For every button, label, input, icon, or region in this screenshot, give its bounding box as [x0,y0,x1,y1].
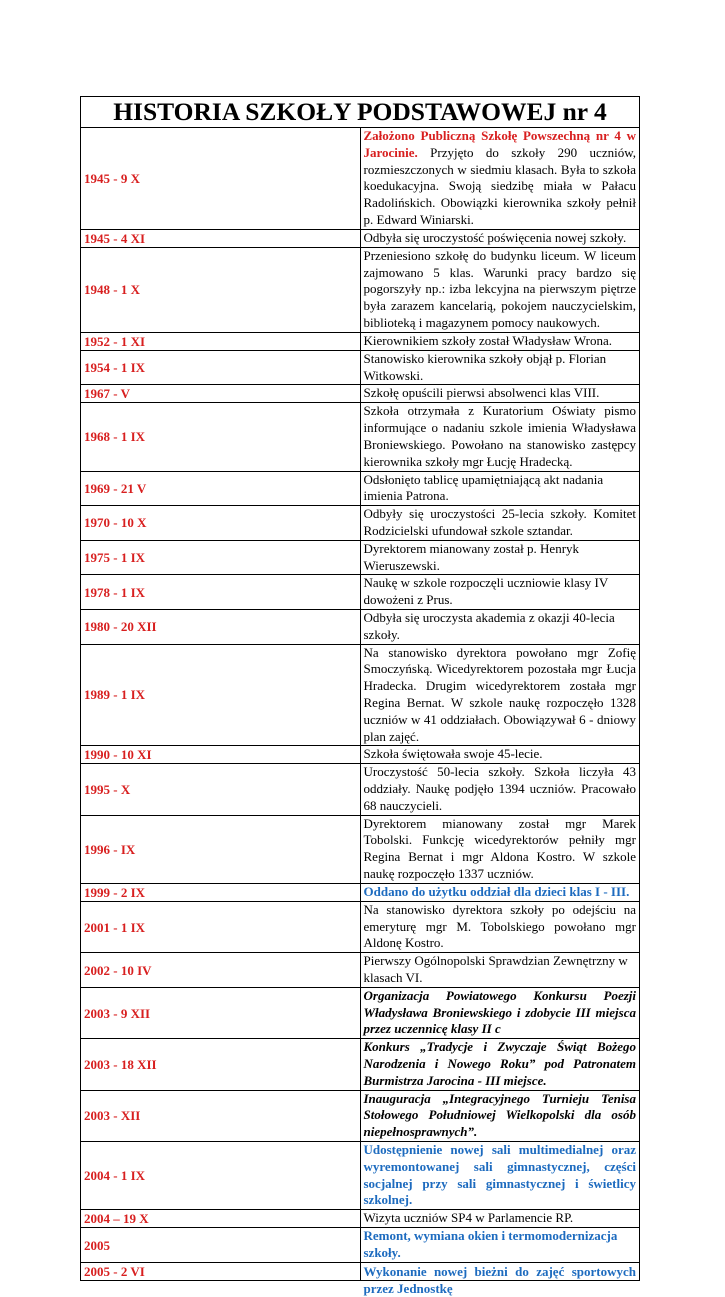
event-date: 1978 - 1 IX [81,575,361,610]
history-document [80,96,640,1296]
table-row [81,901,640,952]
event-date: 2005 [81,1228,361,1263]
event-description: Udostępnienie nowej sali multimedialnej oraz wyremontowanej sali gimnastycznej, części socjalnej przy sali gimnastycznej i świetlicy szkolnej. [360,1142,640,1210]
table-row [81,247,640,332]
table-row [81,1210,640,1228]
event-date: 2003 - XII [81,1090,361,1141]
event-date: 1970 - 10 X [81,506,361,541]
event-description: Na stanowisko dyrektora szkoły po odejściu na emeryturę mgr M. Tobolskiego powołano mgr Aldonę Kostro. [360,901,640,952]
event-text: Przyjęto do szkoły 290 uczniów, rozmieszczonych w siedmiu klasach. Była to szkoła koedukacyjna. Swoją siedzibę miała w Pałacu Radolińskich. Obowiązki kierownika szkoły pełnił p. Edward Winiarski. [363,144,636,227]
event-date: 1990 - 10 XI [81,746,361,764]
page-title: HISTORIA SZKOŁY PODSTAWOWEJ nr 4 [81,97,640,128]
event-description: Szkoła świętowała swoje 45-lecie. [360,746,640,764]
event-date: 1995 - X [81,764,361,815]
event-date: 1952 - 1 XI [81,332,361,350]
table-row [81,1090,640,1141]
event-date: 1989 - 1 IX [81,644,361,746]
event-description: Organizacja Powiatowego Konkursu Poezji Władysława Broniewskiego i zdobycie III miejsca przez uczennicę klasy II c [360,987,640,1038]
table-row [81,471,640,506]
event-description: Dyrektorem mianowany został p. Henryk Wieruszewski. [360,540,640,575]
history-table [80,96,640,1296]
table-row [81,229,640,247]
table-row [81,764,640,815]
table-row [81,332,640,350]
table-row [81,575,640,610]
event-description: Pierwszy Ogólnopolski Sprawdzian Zewnętrzny w klasach VI. [360,953,640,988]
table-row [81,1228,640,1263]
event-lead-text: Założono Publiczną Szkołę Powszechną nr 4 w Jarocinie. [363,128,636,160]
event-date: 1945 - 9 X [81,128,361,230]
table-row [81,540,640,575]
event-description [360,1262,640,1296]
table-row [81,644,640,746]
title-row [81,97,640,128]
event-date: 2005 - 2 VI [81,1262,361,1280]
table-row [81,883,640,901]
event-date: 1999 - 2 IX [81,883,361,901]
table-row [81,953,640,988]
table-row [81,385,640,403]
table-row [81,506,640,541]
table-row [81,403,640,471]
event-date: 1996 - IX [81,815,361,883]
event-description: Uroczystość 50-lecia szkoły. Szkoła liczyła 43 oddziały. Naukę podjęło 1394 uczniów. Pracowało 68 nauczycieli. [360,764,640,815]
table-row [81,128,640,230]
table-row [81,350,640,385]
event-description: Konkurs „Tradycje i Zwyczaje Świąt Bożego Narodzenia i Nowego Roku” pod Patronatem Burmistrza Jarocina - III miejsce. [360,1039,640,1090]
event-description: Naukę w szkole rozpoczęli uczniowie klasy IV dowożeni z Prus. [360,575,640,610]
event-description: Odbyła się uroczystość poświęcenia nowej szkoły. [360,229,640,247]
event-date: 2004 – 19 X [81,1210,361,1228]
table-row [81,1262,640,1280]
event-date: 1967 - V [81,385,361,403]
table-row [81,609,640,644]
event-description: Przeniesiono szkołę do budynku liceum. W liceum zajmowano 5 klas. Warunki pracy bardzo się pogorszyły np.: izba lekcyjna na pierwszym piętrze była zarazem kancelarią, pokojem nauczycielskim, biblioteką i magazynem pomocy naukowych. [360,247,640,332]
table-row [81,746,640,764]
event-description: Odsłonięto tablicę upamiętniającą akt nadania imienia Patrona. [360,471,640,506]
event-date: 2002 - 10 IV [81,953,361,988]
event-date: 2001 - 1 IX [81,901,361,952]
table-row [81,987,640,1038]
event-description: Wizyta uczniów SP4 w Parlamencie RP. [360,1210,640,1228]
event-description: Na stanowisko dyrektora powołano mgr Zofię Smoczyńską. Wicedyrektorem pozostała mgr Łucja Hradecka. Drugim wicedyrektorem została mgr Regina Bernat. W szkole naukę rozpoczęło 1328 uczniów w 41 oddziałach. Obowiązywał 6 - dniowy plan zajęć. [360,644,640,746]
table-row [81,815,640,883]
event-text-truncated: Wykonanie nowej bieżni do zajęć sportowych przez Jednostkę [363,1263,636,1296]
event-description: Dyrektorem mianowany został mgr Marek Tobolski. Funkcję wicedyrektorów pełniły mgr Regina Bernat i mgr Aldona Kostro. W szkole naukę rozpoczęło 1337 uczniów. [360,815,640,883]
event-date: 1969 - 21 V [81,471,361,506]
event-description: Remont, wymiana okien i termomodernizacja szkoły. [360,1228,640,1263]
event-date: 1980 - 20 XII [81,609,361,644]
event-date: 2004 - 1 IX [81,1142,361,1210]
event-description: Inauguracja „Integracyjnego Turnieju Tenisa Stołowego Południowej Wielkopolski dla osób niepełnosprawnych”. [360,1090,640,1141]
event-description: Odbyła się uroczysta akademia z okazji 40-lecia szkoły. [360,609,640,644]
event-date: 2003 - 9 XII [81,987,361,1038]
event-date: 1975 - 1 IX [81,540,361,575]
event-description: Kierownikiem szkoły został Władysław Wrona. [360,332,640,350]
event-description: Szkołę opuścili pierwsi absolwenci klas VIII. [360,385,640,403]
event-description: Odbyły się uroczystości 25-lecia szkoły. Komitet Rodzicielski ufundował szkole sztandar. [360,506,640,541]
event-description: Oddano do użytku oddział dla dzieci klas I - III. [360,883,640,901]
table-row [81,1039,640,1090]
event-description: Szkoła otrzymała z Kuratorium Oświaty pismo informujące o nadaniu szkole imienia Władysława Broniewskiego. Powołano na stanowisko zastępcy kierownika szkoły mgr Łucję Hradecką. [360,403,640,471]
event-description [360,128,640,230]
event-date: 2003 - 18 XII [81,1039,361,1090]
event-description: Stanowisko kierownika szkoły objął p. Florian Witkowski. [360,350,640,385]
event-date: 1954 - 1 IX [81,350,361,385]
event-date: 1968 - 1 IX [81,403,361,471]
table-row [81,1142,640,1210]
event-date: 1948 - 1 X [81,247,361,332]
event-date: 1945 - 4 XI [81,229,361,247]
